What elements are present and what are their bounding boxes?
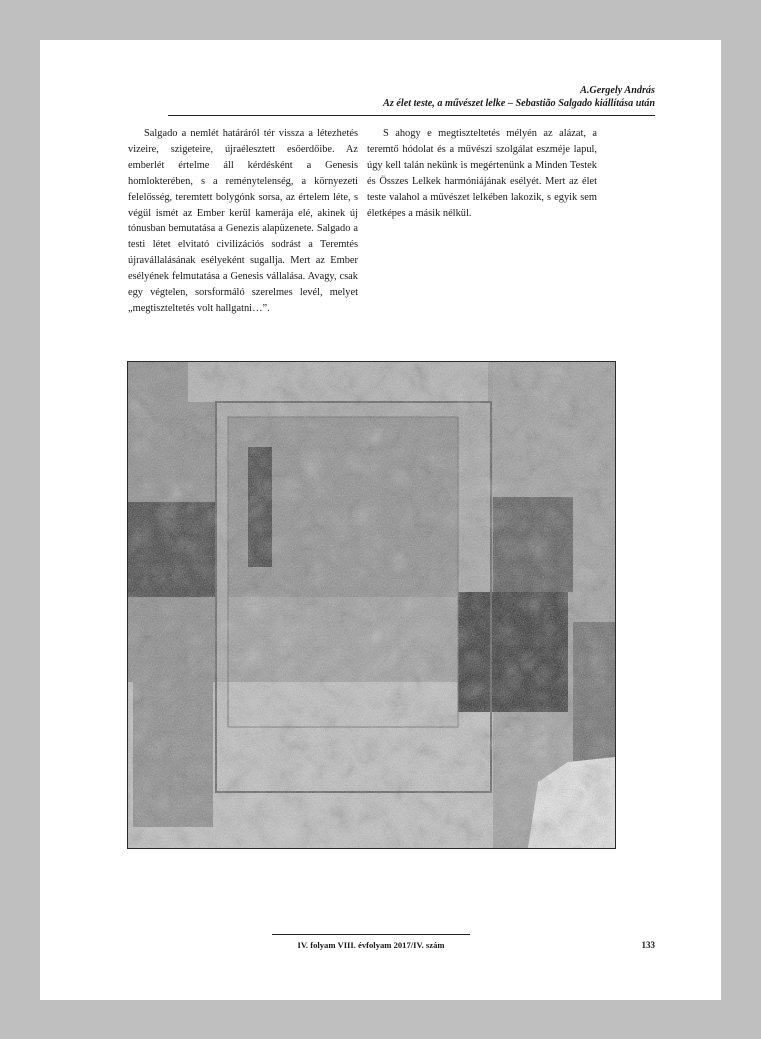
footer-rule [272,934,470,935]
header-rule [168,115,655,116]
artwork-image [128,362,615,848]
author-name: A.Gergely András [580,85,655,96]
right-paragraph: S ahogy e megtiszteltetés mélyén az alázat, a teremtő hódolat és a művészi szolgálat eszméje lapul, úgy kell talán nekünk is megértenünk a Minden Testek és Összes Lelkek harmóniájának esélyét. Mert az élet teste valahol a művészet lelkében lakozik, s egyik sem életképes a másik nélkül. [367,128,597,219]
page-number: 133 [641,940,655,950]
left-paragraph: Salgado a nemlét határáról tér vissza a létezhetés vizeire, szigeteire, újraélesztett esőerdőibe. Az emberlét értelme áll kérdésként a Genesis homlokterében, s a reménytelenség, a környezeti felelősség, teremtett bolygónk sorsa, az értelem léte, s végül ismét az Ember kerül kamerája elé, akinek új tónusban bemutatása a Genezis alapüzenete. Salgado a testi létet elvitató civilizációs sodrást a Teremtés újravállalásának esélyeként sugallja. Mert az Ember esélyének felmutatása a Genesis vállalása. Avagy, csak egy végtelen, sorsformáló szerelmes levél, melyet „megtiszteltetés volt hallgatni…”. [128,128,358,314]
journal-issue: IV. folyam VIII. évfolyam 2017/IV. szám [297,940,445,950]
article-title: Az élet teste, a művészet lelke – Sebastião Salgado kiállítása után [383,98,655,109]
left-column [128,126,358,317]
artwork-figure [127,361,616,849]
running-head [168,84,655,110]
document-page [40,40,721,1000]
right-column [367,126,597,221]
